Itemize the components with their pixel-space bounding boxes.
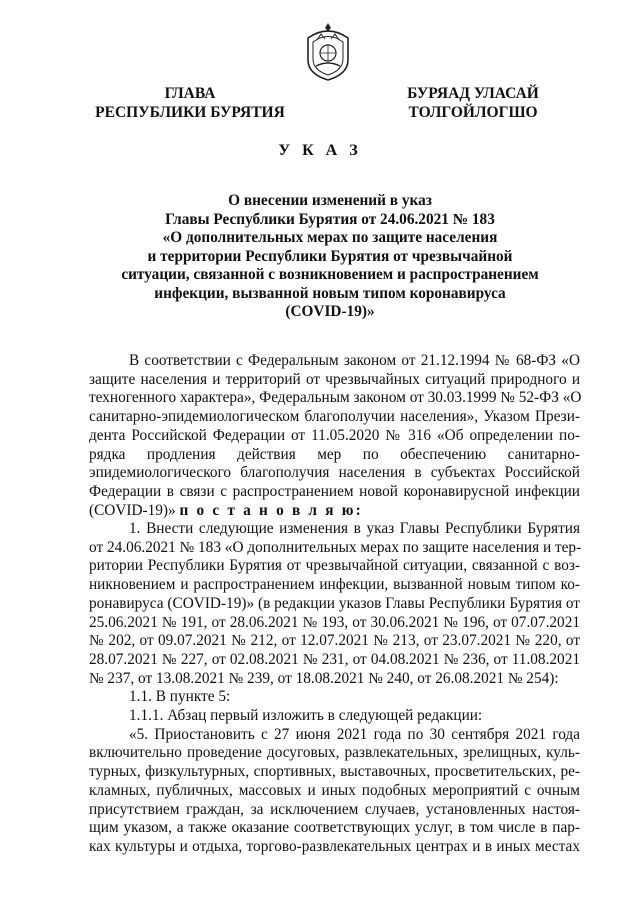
text-line: ронавируса (COVID-19)» (в редакции указов Главы Республики Бурятия от <box>89 594 580 612</box>
text-line: № 237, от 13.08.2021 № 239, от 18.08.2021 № 240, от 26.08.2021 № 254): <box>89 669 559 687</box>
text-line: турных, физкультурных, спортивных, выставочных, просветительских, ре- <box>89 763 580 781</box>
title-line: О внесении изменений в указ <box>228 192 432 209</box>
text-line: кламных, публичных, массовых и иных подобных мероприятий с очным <box>89 781 580 799</box>
text-line: ках культуры и отдыха, торгово-развлекательных центрах и в иных местах <box>89 837 580 855</box>
text-line: 1.1.1. Абзац первый изложить в следующей редакции: <box>129 707 483 725</box>
title-line: и территории Республики Бурятия от чрезвычайной <box>147 247 513 265</box>
text-line: никновением и распространением инфекции, вызванной новым типом ко- <box>89 576 580 594</box>
text-line: ритории Республики Бурятия от чрезвычайной ситуации, связанной с воз- <box>89 557 580 575</box>
document-title <box>100 192 560 322</box>
text-line: щим указом, а также оказание соответствующих услуг, в том числе в пар- <box>89 819 580 837</box>
text-line: рядка продления действия мер по обеспечению санитарно- <box>89 445 580 463</box>
header-left-line-1: ГЛАВА <box>164 85 216 102</box>
text-line: 1. Внести следующие изменения в указ Главы Республики Бурятия <box>129 520 580 537</box>
document-type: У К А З <box>278 142 362 159</box>
coat-of-arms-icon <box>303 20 353 82</box>
header-right <box>388 84 558 122</box>
text-line: 1.1. В пункте 5: <box>129 688 231 706</box>
text-line: присутствием граждан, за исключением случаев, установленных настоя- <box>89 800 580 818</box>
header-left-line-2: РЕСПУБЛИКИ БУРЯТИЯ <box>95 104 285 121</box>
item-1-paragraph <box>89 520 580 857</box>
text-line: Федерации в связи с распространением новой коронавирусной инфекции <box>89 482 580 500</box>
title-line: (COVID-19)» <box>285 303 375 320</box>
text-line <box>89 502 580 521</box>
text-line: дента Российской Федерации от 11.05.2020 № 316 «Об определении по- <box>89 426 580 444</box>
title-line: инфекции, вызванной новым типом коронавируса <box>154 284 506 302</box>
text-line: № 202, от 09.07.2021 № 212, от 12.07.2021 № 213, от 23.07.2021 № 220, от <box>89 632 580 650</box>
title-line: «О дополнительных мерах по защите населения <box>162 229 498 246</box>
text-line: «5. Приостановить с 27 июня 2021 года по 30 сентября 2021 года <box>129 725 580 743</box>
text-line: эпидемиологического благополучия населения в субъектах Российской <box>89 464 580 482</box>
text-line: В соответствии с Федеральным законом от 21.12.1994 № 68-ФЗ «О <box>129 352 580 369</box>
header-left <box>80 84 300 122</box>
text-line: санитарно-эпидемиологическом благополучии населения», Указом Прези- <box>89 408 580 426</box>
preamble-paragraph <box>89 352 580 520</box>
resolve-word: п о с т а н о в л я ю: <box>179 501 363 519</box>
text-line: защите населения и территорий от чрезвычайных ситуаций природного и <box>89 370 580 388</box>
text-line: 28.07.2021 № 227, от 02.08.2021 № 231, от 04.08.2021 № 236, от 11.08.2021 <box>89 650 580 668</box>
text-line: 25.06.2021 № 191, от 28.06.2021 № 193, от 30.06.2021 № 196, от 07.07.2021 <box>89 613 580 631</box>
text-line: техногенного характера», Федеральным законом от 30.03.1999 № 52-ФЗ «О <box>89 389 582 407</box>
title-line: Главы Республики Бурятия от 24.06.2021 № 183 <box>165 210 495 228</box>
title-line: ситуации, связанной с возникновением и распространением <box>121 266 539 283</box>
text-fragment: (COVID-19)» <box>89 501 176 519</box>
header-right-line-1: БУРЯАД УЛАСАЙ <box>407 85 539 102</box>
text-line: от 24.06.2021 № 183 «О дополнительных мерах по защите населения и тер- <box>89 538 582 556</box>
header-right-line-2: ТОЛГОЙЛОГШО <box>408 104 538 121</box>
text-line: включительно проведение досуговых, развлекательных, зрелищных, куль- <box>89 744 580 762</box>
